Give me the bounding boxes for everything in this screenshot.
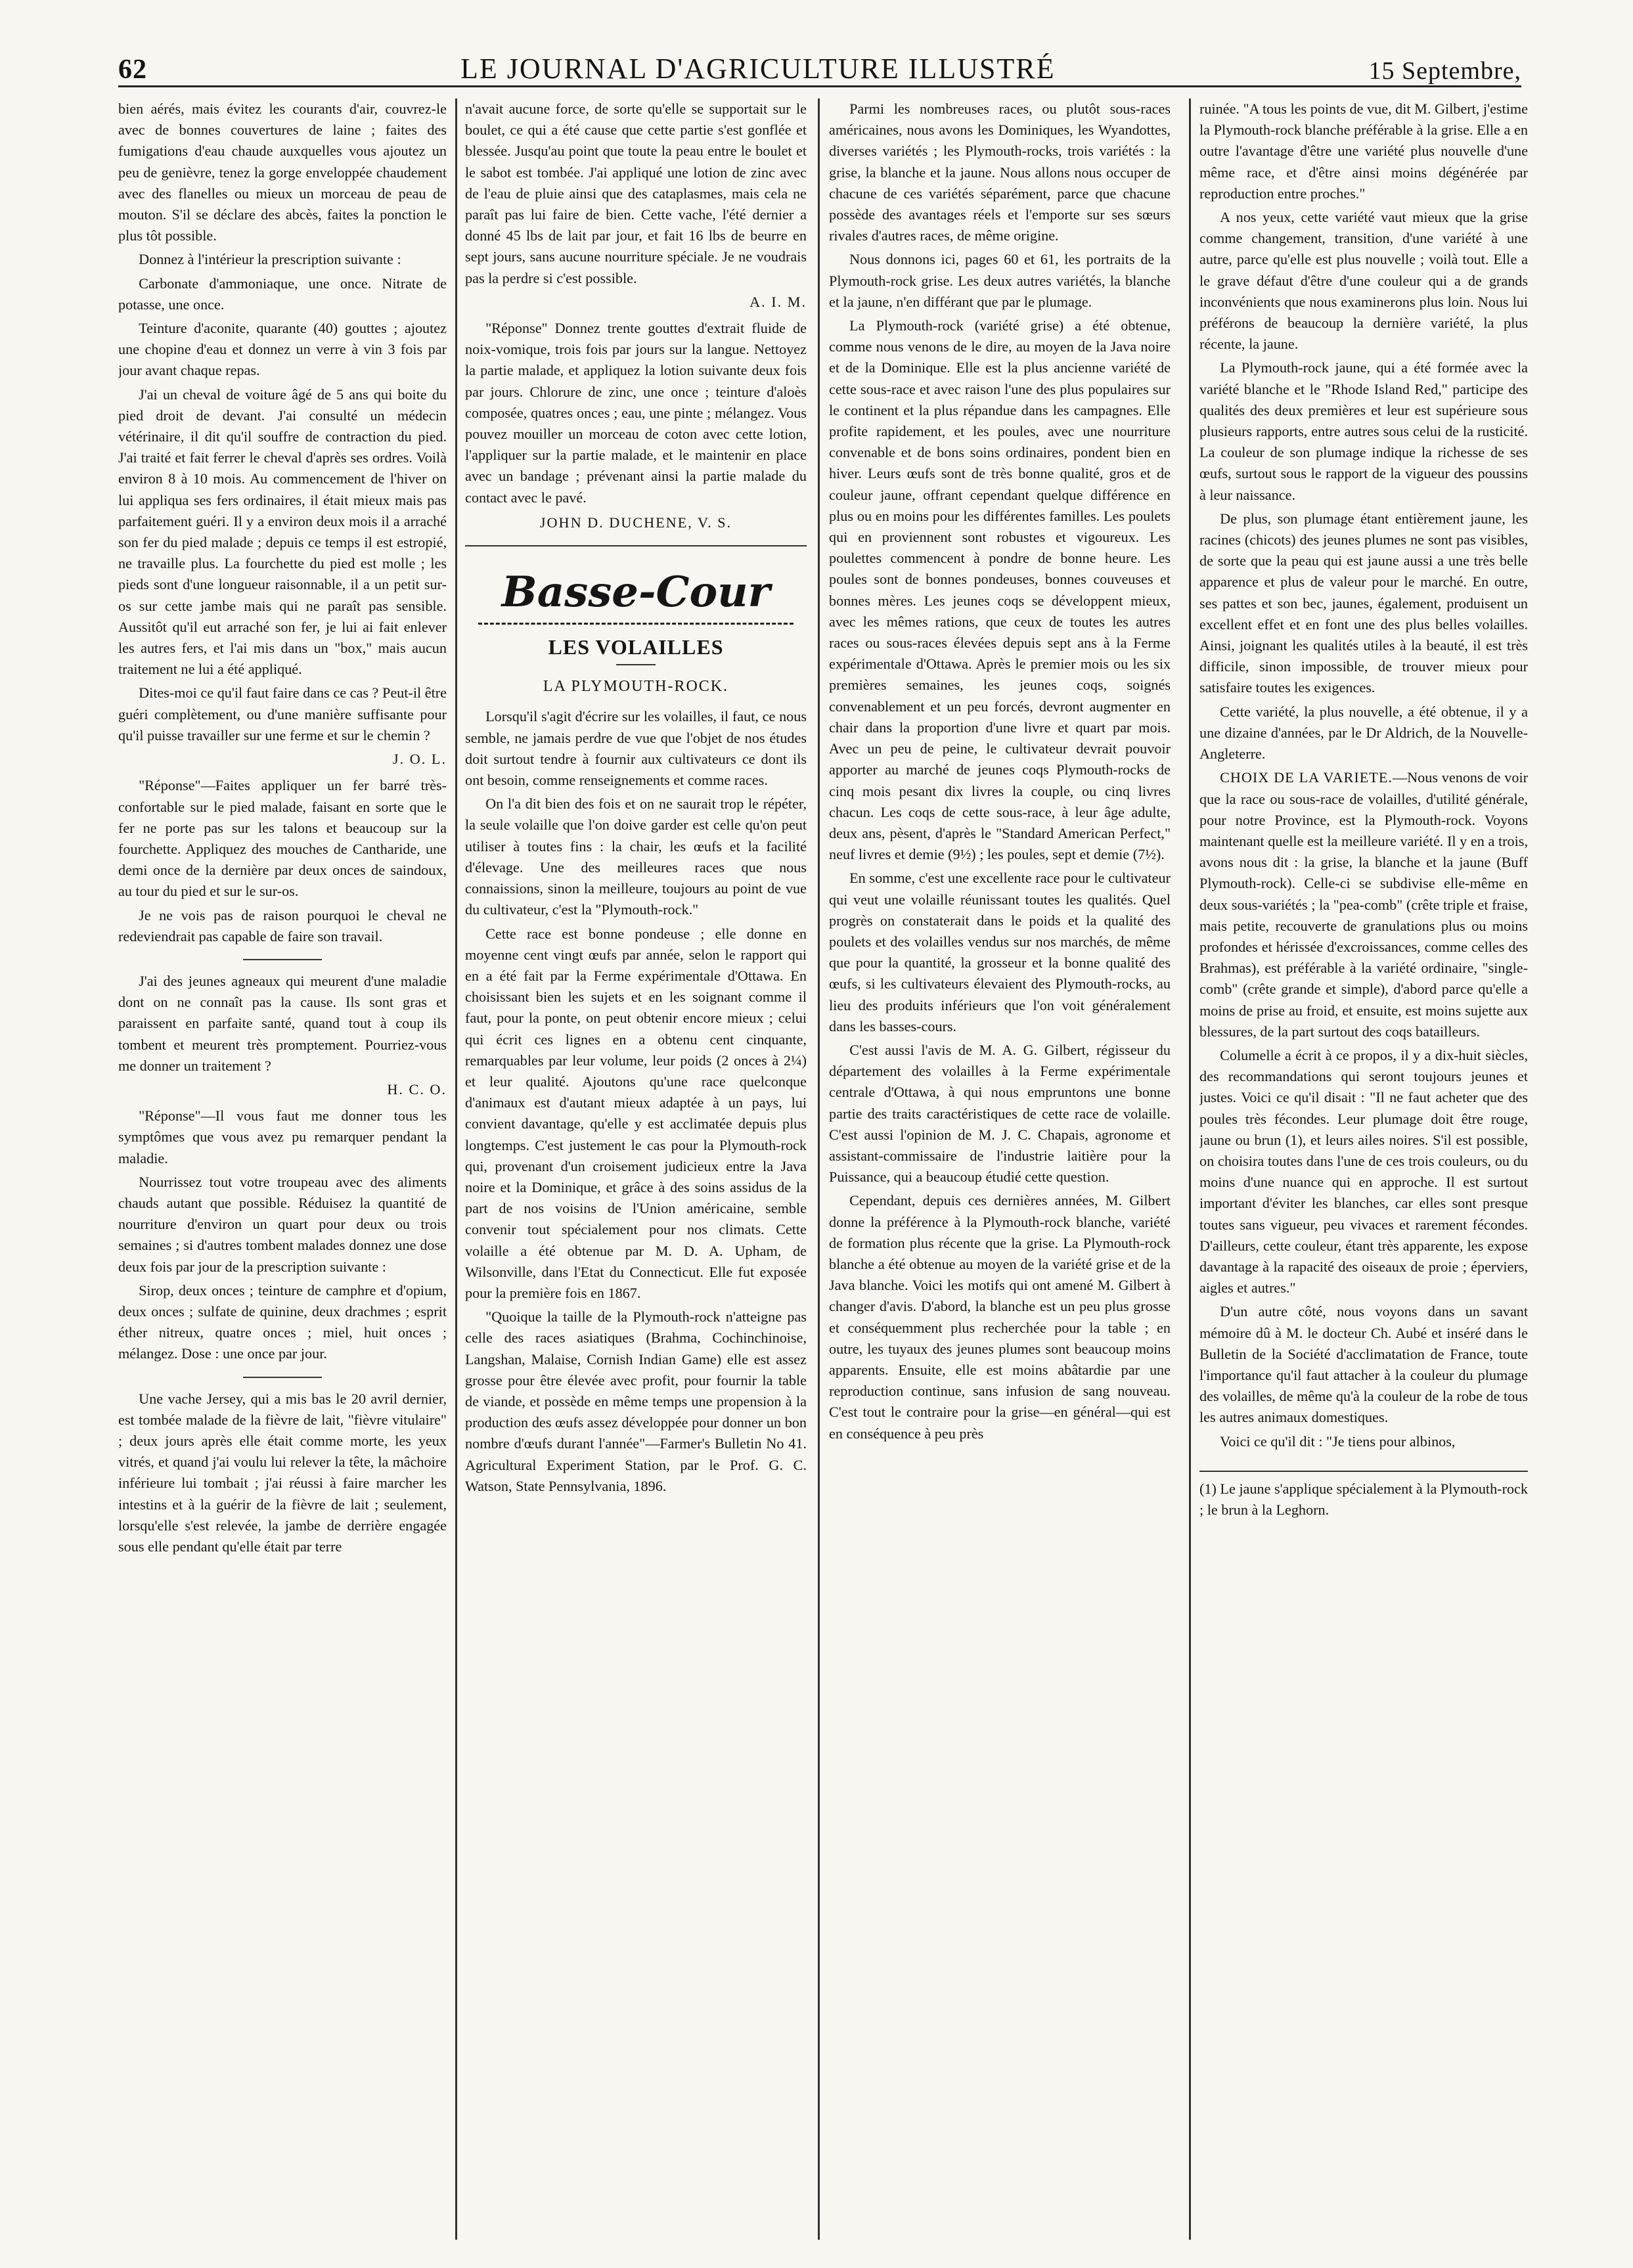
paragraph: C'est aussi l'avis de M. A. G. Gilbert, régisseur du département des volailles à la Ferme expérimentale centrale d'Ottawa, à qui nous empruntons une bonne partie des traits caractéristiques de cette race de volaille. C'est aussi l'opinion de M. J. C. Chapais, agronome et assistant-commissaire de l'industrie laitière pour la Puissance, qui a beaucoup étudié cette question. xyxy=(829,1041,1171,1186)
subsection-lead: CHOIX DE LA VARIETE. xyxy=(1220,769,1393,786)
separator-rule xyxy=(465,545,807,546)
paragraph: De plus, son plumage étant entièrement jaune, les racines (chicots) des jeunes plumes ne sont pas visibles, de sorte que la peau qui est jaune aussi a une très belle apparence et plus de valeur pour le marché. En outre, ses pattes et son bec, jaunes, également, produisent un excellent effet et en font une des plus belles volailles. Ainsi, joignant les qualités utiles à la beauté, il est très difficile, sinon impossible, de trouver mieux pour satisfaire toutes les exigences. xyxy=(1199,510,1528,696)
paragraph: Donnez à l'intérieur la prescription suivante : xyxy=(139,251,401,268)
paragraph: "Quoique la taille de la Plymouth-rock n'atteigne pas celle des races asiatiques (Brahma, Cochinchinoise, Langshan, Malaise, Cornish Indian Game) elle est assez grosse pour être élevée avec profit, pour fournir la table de viande, et possède en même temps une propension à la production des œufs assez développée pour donner un bon nombre d'œufs durant l'année"—Farmer's Bulletin No 41. Agricultural Experiment Station, par le Prof. G. C. Watson, State Pennsylvania, 1896. xyxy=(465,1308,807,1494)
signature: H. C. O. xyxy=(387,1080,447,1098)
footnote: (1) Le jaune s'applique spécialement à la Plymouth-rock ; le brun à la Leghorn. xyxy=(1199,1471,1528,1521)
section-title: Basse-Cour xyxy=(501,567,771,617)
paragraph: Parmi les nombreuses races, ou plutôt sous-races américaines, nous avons les Dominiques, les Wyandottes, diverses variétés ; les Plymouth-rocks, trois variétés : la grise, la blanche et la jaune. Nous allons nous occuper de chacune de ces variétés séparément, parce que chacune possède des avantages réels et l'emporte sur ses sœurs rivales d'autres races, de même origine. xyxy=(829,100,1171,244)
column-rule xyxy=(1189,99,1191,2240)
paragraph: Nourrissez tout votre troupeau avec des aliments chauds autant que possible. Réduisez la quantité de nourriture d'environ un quart pour deux ou trois semaines ; si d'autres tombent malades donnez une dose deux fois par jour de la prescription suivante : xyxy=(118,1173,447,1275)
paragraph: Cette variété, la plus nouvelle, a été obtenue, il y a une dizaine d'années, par le Dr Aldrich, de la Nouvelle-Angleterre. xyxy=(1199,703,1528,763)
paragraph: Nous donnons ici, pages 60 et 61, les portraits de la Plymouth-rock grise. Les deux autres variétés, la blanche et la jaune, n'en différant que par le plumage. xyxy=(829,251,1171,310)
paragraph: Teinture d'aconite, quarante (40) gouttes ; ajoutez une chopine d'eau et donnez un verre à vin 3 fois par jour avant chaque repas. xyxy=(118,320,447,379)
paragraph: bien aérés, mais évitez les courants d'air, couvrez-le avec de bonnes couvertures de laine ; faites des fumigations d'eau chaude auxquelles vous ajoutez un peu de genièvre, tenez la gorge enveloppée chaudement avec des flanelles ou mieux un morceau de peau de mouton. S'il se déclare des abcès, faites la ponction le plus tôt possible. xyxy=(118,100,447,244)
column-2 xyxy=(465,99,807,2240)
paragraph: Cependant, depuis ces dernières années, M. Gilbert donne la préférence à la Plymouth-rock blanche, variété de formation plus récente que la grise. La Plymouth-rock blanche a été obtenue au moyen de la variété grise et de la Java blanche. Voici les motifs qui ont amené M. Gilbert à changer d'avis. D'abord, la blanche est un peu plus grosse et conséquemment plus recherchée pour la table ; en outre, les tuyaux des jeunes plumes sont beaucoup moins apparents. Ensuite, elle est moins abâtardie par une reproduction continue, sans infusion de sang nouveau. C'est tout le contraire pour la grise—en général—qui est en conséquence à peu près xyxy=(829,1192,1171,1442)
column-rule xyxy=(818,99,820,2240)
paragraph: Sirop, deux onces ; teinture de camphre et d'opium, deux onces ; sulfate de quinine, deux drachmes ; esprit éther nitreux, quatre onces ; miel, huit onces ; mélangez. Dose : une once par jour. xyxy=(118,1281,447,1362)
paragraph: "Réponse"—Faites appliquer un fer barré très-confortable sur le pied malade, faisant en sorte que le fer ne porte pas sur les talons et beaucoup sur la fourchette. Appliquez des mouches de Cantharide, une demi once de la dernière par deux onces de saindoux, au tour du pied et sur le sur-os. xyxy=(118,777,447,900)
paragraph: A nos yeux, cette variété vaut mieux que la grise comme changement, transition, d'une variété à une autre, parce qu'elle est plus nouvelle ; voilà tout. Elle a le grave défaut d'être d'une couleur qui a de grands inconvénients que nous examinerons plus loin. Nous lui préférons de beaucoup la dernière variété, la plus récente, la jaune. xyxy=(1199,209,1528,353)
separator-rule xyxy=(243,959,322,960)
paragraph: Je ne vois pas de raison pourquoi le cheval ne redeviendrait pas capable de faire son travail. xyxy=(118,906,447,945)
paragraph: Dites-moi ce qu'il faut faire dans ce cas ? Peut-il être guéri complètement, ou d'une manière suffisante pour qu'il puisse travailler sur une ferme et sur le chemin ? xyxy=(118,684,447,744)
paragraph xyxy=(1199,767,1528,1042)
paragraph: La Plymouth-rock jaune, qui a été formée avec la variété blanche et le "Rhode Island Red," participe des qualités des deux premières et leur est supérieure sous plusieurs rapports, entre autres sous celui de la rusticité. La couleur de son plumage indique la richesse de ses œufs, surtout sous le rapport de la vigueur des poussins à leur naissance. xyxy=(1199,359,1528,503)
dashed-rule xyxy=(478,623,794,625)
paragraph-text: —Nous venons de voir que la race ou sous-race de volailles, d'utilité générale, pour notre Province, est la Plymouth-rock. Voyons maintenant quelle est la meilleure variété. Il y en a trois, avons nous dit : la grise, la blanche et la jaune (Buff Plymouth-rock). Celle-ci se subdivise elle-même en deux sous-variétés ; la "pea-comb" (crête triple et fraise, mais petite, recouverte de granulations plus ou moins profondes et hérissée d'excroissances, comme celles des Brahmas), est préférable à la variété ordinaire, "single-comb" (crête grande et simple), d'abord parce qu'elle a moins de prise au froid, et ensuite, est moins sujette aux blessures, de la part surtout des coqs batailleurs. xyxy=(1199,769,1528,1040)
paragraph: Columelle a écrit à ce propos, il y a dix-huit siècles, des recommandations qui seront toujours jeunes et justes. Voici ce qu'il disait : "Il ne faut acheter que des poules très fécondes. Leur plumage doit être rouge, jaune ou brun (1), et leurs ailes noires. S'il est possible, on choisira toutes dans l'une de ces trois couleurs, ou du moins d'une nuance qui en approche. Il est surtout important d'éviter les blanches, car elles sont presque toutes sans vigueur, peu vivaces et rarement fécondes. D'ailleurs, cette couleur, étant très apparente, les expose davantage à la rapacité des oiseaux de proie ; éperviers, aigles et autres." xyxy=(1199,1046,1528,1297)
paragraph: Une vache Jersey, qui a mis bas le 20 avril dernier, est tombée malade de la fièvre de lait, "fièvre vitulaire" ; deux jours après elle était comme morte, les yeux vitrés, et quand j'ai voulu lui relever la tête, la mâchoire inférieure lui tombait ; j'ai réussi à faire marcher les intestins et à la guérir de la fièvre de lait ; seulement, lorsqu'elle s'est relevée, la jambe de derrière engagée sous elle pendant qu'elle était par terre xyxy=(118,1390,447,1555)
page-header xyxy=(118,39,1521,87)
paragraph: J'ai des jeunes agneaux qui meurent d'une maladie dont on ne connaît pas la cause. Ils sont gras et paraissent en parfaite santé, quand tout à coup ils tombent et meurent très promptement. Pourriez-vous me donner un traitement ? xyxy=(118,972,447,1074)
page-number: 62 xyxy=(118,55,147,85)
paragraph: La Plymouth-rock (variété grise) a été obtenue, comme nous venons de le dire, au moyen de la Java noire et de la Dominique. Elle est la plus ancienne variété de cette sous-race et avec raison l'une des plus populaires sur le continent et la plus répandue dans les campagnes. Elle profite rapidement, et les poules, avec une nourriture convenable et de bons soins ordinaires, pondent bien en hiver. Leurs œufs sont de très bonne qualité, gros et de couleur jaune, offrant cependant quelque différence en plus ou en moins pour les différentes familles. Les poulets qui en proviennent sont robustes et vigoureux. Les poulettes commencent à pondre de bonne heure. Les poules sont de bonnes pondeuses, bonnes couveuses et bonnes mères. Les jeunes coqs se développent mieux, avec les mêmes rations, que ceux de toutes les autres races ou sous-races élevées depuis sept ans à la Ferme expérimentale d'Ottawa. Après le premier mois ou les six premières semaines, les jeunes coqs, soignés convenablement et un peu forcés, devront augmenter en chair dans la proportion d'une livre et quart par mois. Avec un peu de peine, le cultivateur devrait pouvoir apporter au marché de jeunes coqs Plymouth-rocks de cinq mois pesant dix livres la couple, ou cinq livres chacun. Les coqs de cette sous-race, à leur âge adulte, deux ans, pèsent, d'après le "Standard American Perfect," neuf livres et demie (9½) ; les poules, sept et demie (7½). xyxy=(829,317,1171,863)
paragraph: n'avait aucune force, de sorte qu'elle se supportait sur le boulet, ce qui a été cause que cette partie s'est gonflée et blessée. Jusqu'au point que toute la peau entre le boulet et le sabot est tombée. J'ai appliqué une lotion de zinc avec de l'eau de pluie ainsi que des cataplasmes, mais cela ne paraît pas lui faire de bien. Cette vache, l'été dernier a donné 45 lbs de lait par jour, et fait 16 lbs de beurre en sept jours, sans aucune nourriture spéciale. Je ne voudrais pas la perdre si c'est possible. xyxy=(465,100,807,286)
paragraph: Lorsqu'il s'agit d'écrire sur les volailles, il faut, ce nous semble, ne jamais perdre de vue que l'objet de nos études doit surtout tendre à fournir aux cultivateurs ce dont ils ont besoin, comme renseignements et comme races. xyxy=(465,708,807,789)
column-4 xyxy=(1199,99,1528,2240)
separator-rule xyxy=(243,1377,322,1378)
article-headline: LES VOLAILLES xyxy=(548,635,724,659)
signature: J. O. L. xyxy=(393,751,447,768)
short-rule xyxy=(616,664,656,665)
paragraph: En somme, c'est une excellente race pour le cultivateur qui veut une volaille réunissant toutes les qualités. Quel progrès on constaterait dans le poids et la qualité des poulets et des volailles vendus sur nos marchés, de même que pour la quantité, la grosseur et la bonne qualité des œufs, si les cultivateurs élevaient des Plymouth-rocks, au lieu des produits inférieurs que l'on voit généralement dans les basses-cours. xyxy=(829,870,1171,1034)
paragraph: Voici ce qu'il dit : "Je tiens pour albinos, xyxy=(1220,1433,1456,1450)
journal-title: LE JOURNAL D'AGRICULTURE ILLUSTRÉ xyxy=(460,53,1056,85)
paragraph: Carbonate d'ammoniaque, une once. Nitrate de potasse, une once. xyxy=(118,275,447,313)
paragraph: J'ai un cheval de voiture âgé de 5 ans qui boite du pied droit de devant. J'ai consulté un médecin vétérinaire, il dit qu'il souffre de contraction du pied. J'ai traité et fait ferrer le cheval d'après ses ordres. Voilà environ 8 à 10 mois. Au commencement de l'hiver on lui appliqua ses fers ordinaires, il était mieux mais pas parfaitement guéri. Il y a environ deux mois il a arraché son fer du pied malade ; depuis ce temps il est estropié, ne travaille plus. La fourchette du pied est molle ; les pieds sont d'une longueur raisonnable, il a un petit sur-os sur cette jambe mais qui ne paraît pas sensible. Aussitôt qu'il eut arraché son fer, je lui ai fait enlever les autres fers, et l'ai mis dans un "box," mais aucun traitement ne lui a été appliqué. xyxy=(118,386,447,678)
paragraph: ruinée. "A tous les points de vue, dit M. Gilbert, j'estime la Plymouth-rock blanche préférable à la grise. Elle a en outre l'avantage d'être une variété plus nouvelle d'une même race, et d'être ainsi moins dégénérée par reproduction entre proches." xyxy=(1199,100,1528,202)
paragraph: "Réponse" Donnez trente gouttes d'extrait fluide de noix-vomique, trois fois par jours sur la langue. Nettoyez la partie malade, et appliquez la lotion suivante deux fois par jours. Chlorure de zinc, une once ; teinture d'aloès composée, quatres onces ; eau, une pinte ; mélangez. Vous pouvez mouiller un morceau de coton avec cette lotion, l'appliquer sur la partie malade, et le maintenir en place avec un bandage ; prévenant ainsi la partie malade du contact avec le pavé. xyxy=(465,320,807,506)
issue-date: 15 Septembre, xyxy=(1368,57,1521,85)
column-rule xyxy=(455,99,457,2240)
paragraph: "Réponse"—Il vous faut me donner tous les symptômes que vous avez pu remarquer pendant la maladie. xyxy=(118,1107,447,1167)
column-3 xyxy=(829,99,1171,2240)
paragraph: On l'a dit bien des fois et on ne saurait trop le répéter, la seule volaille que l'on doive garder est celle qu'on peut utiliser à toutes fins : la chair, les œufs et la facilité d'élevage. Une des meilleures races que nous connaissions, sinon la meilleure, toujours au point de vue du cultivateur, c'est la "Plymouth-rock." xyxy=(465,795,807,918)
paragraph: Cette race est bonne pondeuse ; elle donne en moyenne cent vingt œufs par année, selon le rapport qui en a été fait par la Ferme expérimentale d'Ottawa. En choisissant bien les sujets et en les soignant comme il faut, pour la ponte, on peut obtenir encore mieux ; celui qui écrit ces lignes en a obtenu cent cinquante, remarquables par leur volume, leur poids (2 onces à 2¼) et leur qualité. Ajoutons qu'une race quelconque d'animaux est d'autant mieux adaptée à un pays, lui convient davantage, qu'elle y est acclimatée depuis plus longtemps. C'est justement le cas pour la Plymouth-rock qui, provenant d'un croisement judicieux entre la Java noire et la Dominique, et grâce à des soins assidus de la part de nos voisins de l'Union américaine, semble convenir tout spécialement pour nos climats. Cette volaille a été obtenue par M. D. A. Upham, de Wilsonville, dans l'Etat du Connecticut. Elle fut exposée pour la première fois en 1867. xyxy=(465,925,807,1301)
article-subhead: LA PLYMOUTH-ROCK. xyxy=(543,678,729,696)
signature: A. I. M. xyxy=(749,293,807,310)
paragraph: D'un autre côté, nous voyons dans un savant mémoire dû à M. le docteur Ch. Aubé et inséré dans le Bulletin de la Société d'acclimatation de France, toute l'importance qu'il faut attacher à la couleur du plumage des volailles, de même qu'à la couleur de la robe de tous les autres animaux domestiques. xyxy=(1199,1303,1528,1426)
signature: JOHN D. DUCHENE, V. S. xyxy=(539,514,732,531)
column-1 xyxy=(118,99,447,2240)
